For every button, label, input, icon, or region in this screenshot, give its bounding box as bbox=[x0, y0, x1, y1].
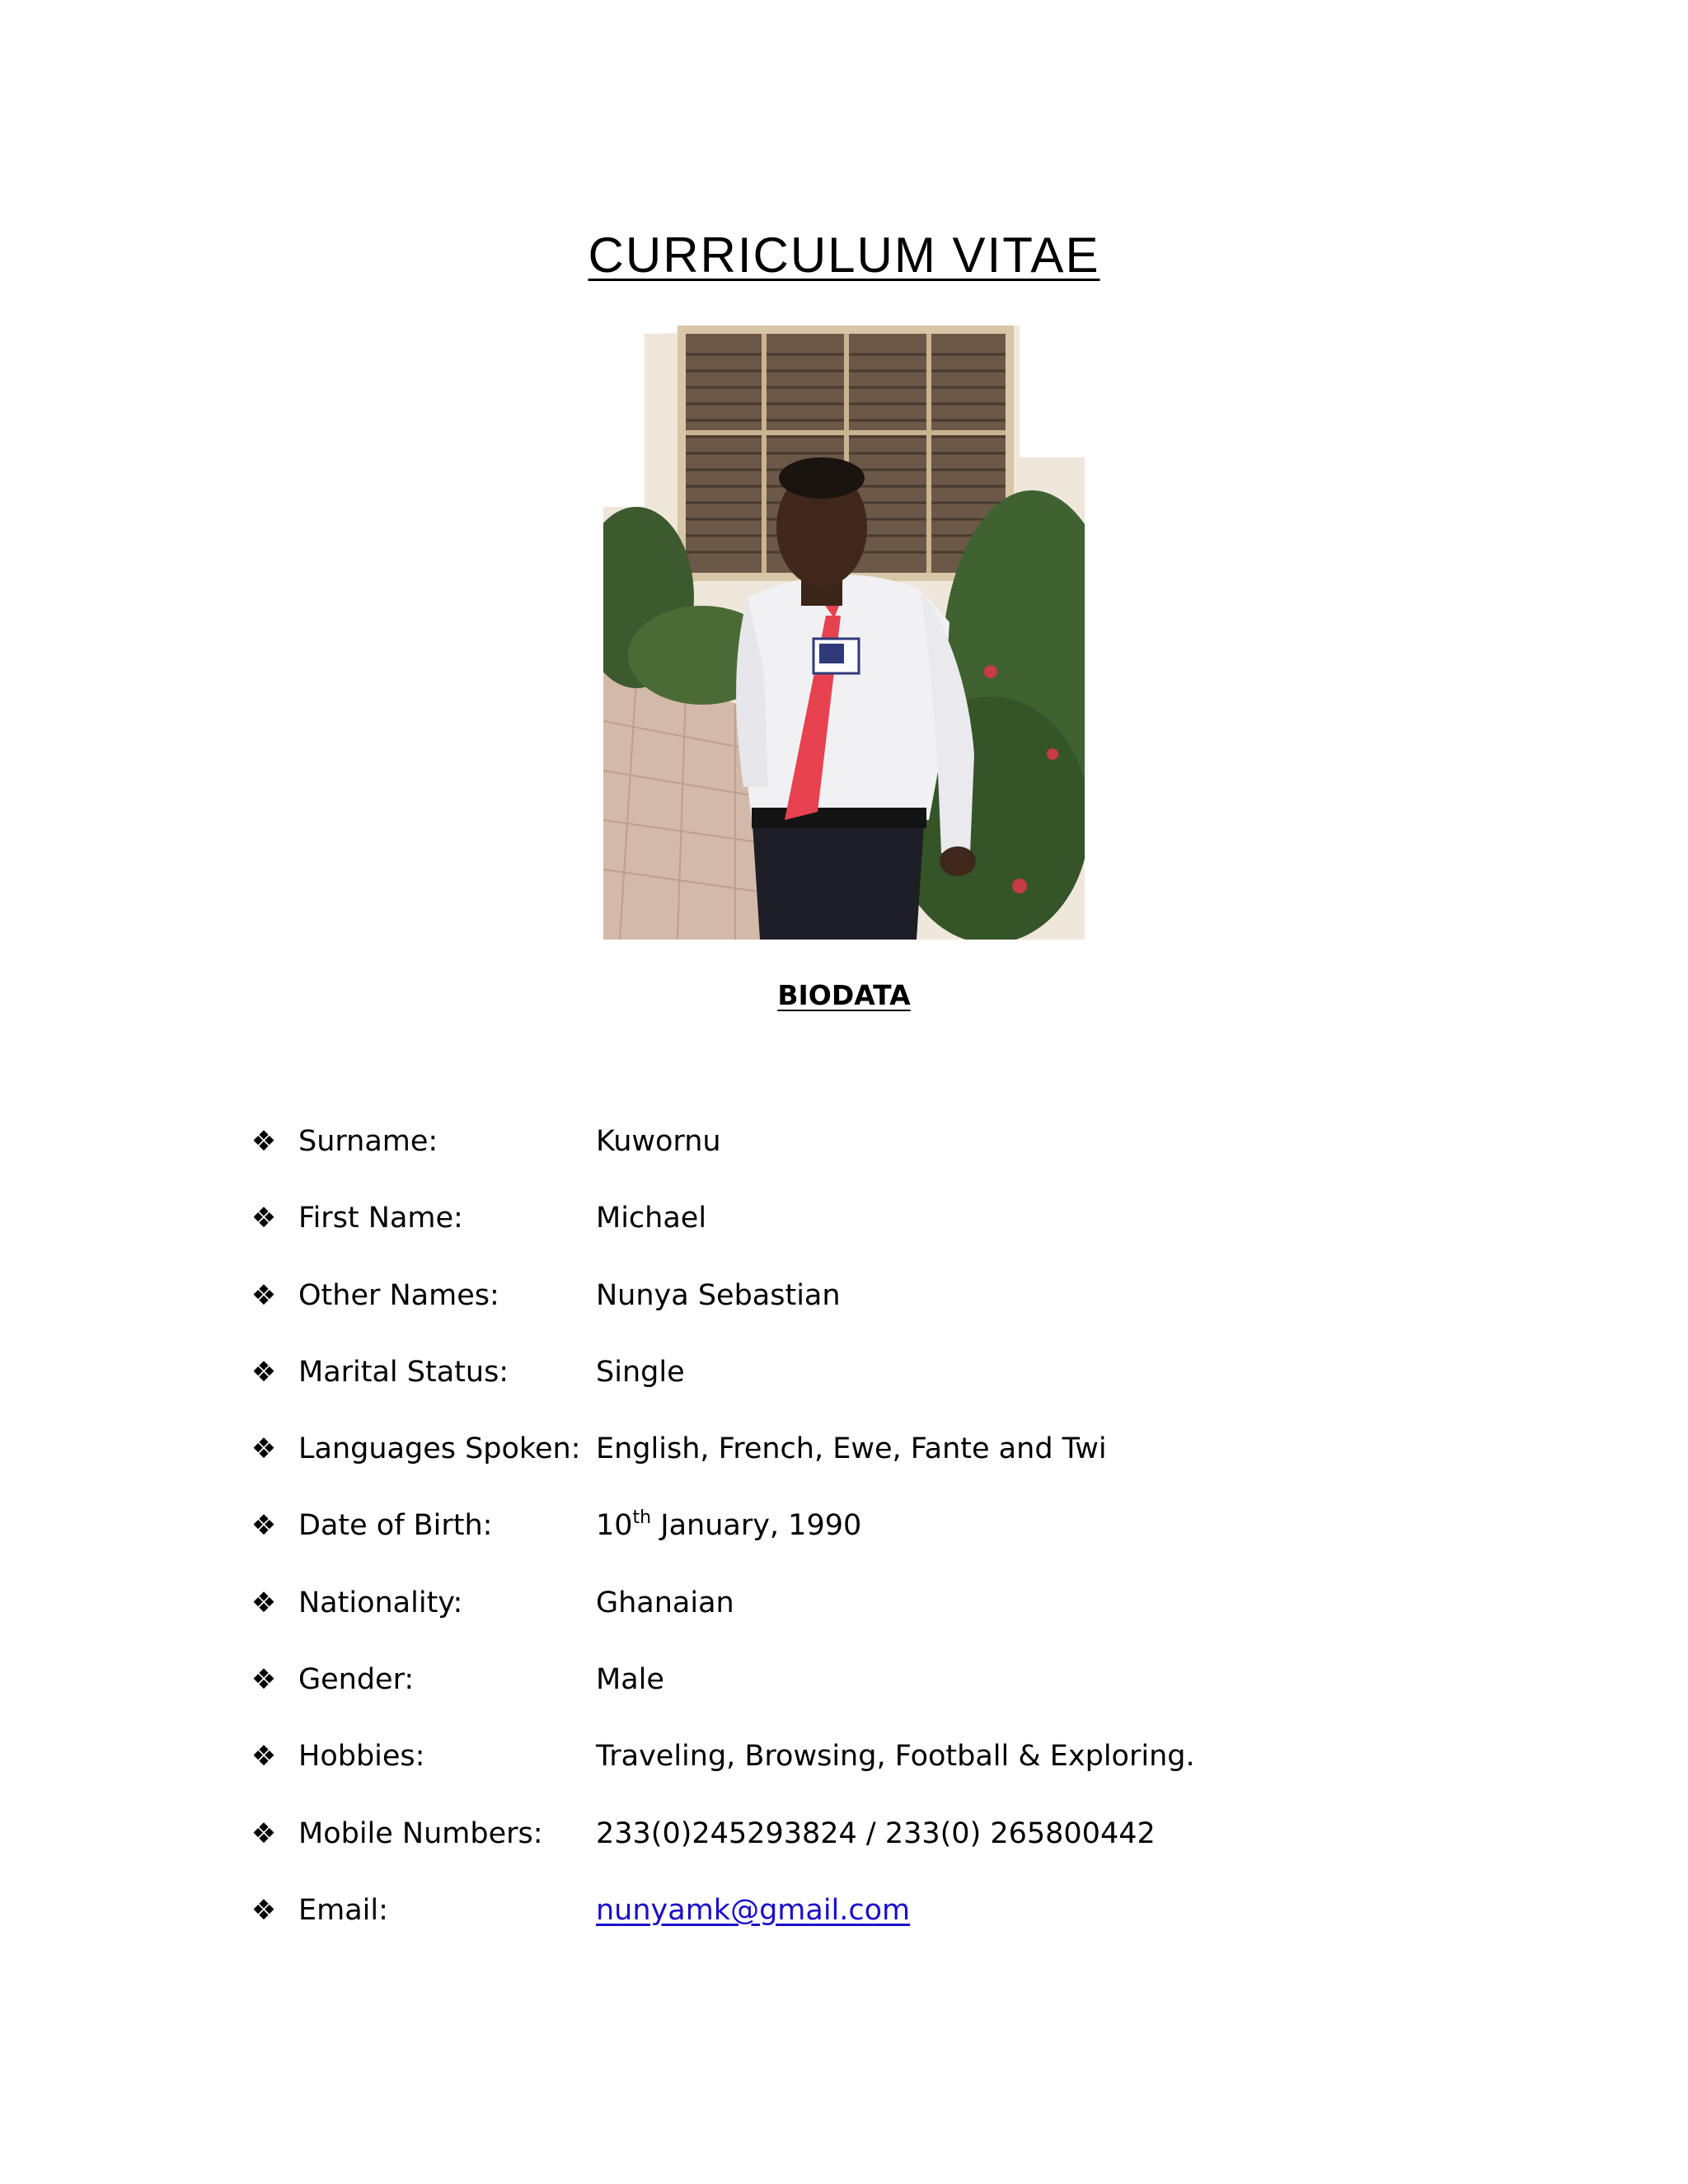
biodata-label: Mobile Numbers: bbox=[298, 1816, 543, 1850]
biodata-row-surname bbox=[247, 1117, 1566, 1193]
biodata-label: Other Names: bbox=[298, 1278, 499, 1312]
diamond-bullet-icon: ❖ bbox=[251, 1355, 277, 1389]
biodata-label: Email: bbox=[298, 1893, 388, 1927]
biodata-row-nationality bbox=[247, 1578, 1566, 1655]
diamond-bullet-icon: ❖ bbox=[251, 1432, 277, 1466]
dob-day: 10 bbox=[596, 1509, 633, 1543]
biodata-label: Nationality: bbox=[298, 1586, 463, 1619]
biodata-row-date-of-birth bbox=[247, 1501, 1566, 1577]
portrait-photo bbox=[603, 326, 1085, 940]
diamond-bullet-icon: ❖ bbox=[251, 1125, 277, 1158]
biodata-value: 233(0)245293824 / 233(0) 265800442 bbox=[596, 1816, 1156, 1850]
biodata-label: Hobbies: bbox=[298, 1740, 425, 1774]
diamond-bullet-icon: ❖ bbox=[251, 1816, 277, 1850]
diamond-bullet-icon: ❖ bbox=[251, 1663, 277, 1697]
diamond-bullet-icon: ❖ bbox=[251, 1278, 277, 1312]
biodata-value: Kuwornu bbox=[596, 1125, 721, 1158]
dob-month-year: January, 1990 bbox=[651, 1509, 862, 1543]
biodata-row-first-name bbox=[247, 1193, 1566, 1270]
biodata-value: Single bbox=[596, 1355, 685, 1389]
diamond-bullet-icon: ❖ bbox=[251, 1202, 277, 1235]
biodata-row-marital-status bbox=[247, 1347, 1566, 1424]
biodata-row-other-names bbox=[247, 1271, 1566, 1347]
diamond-bullet-icon: ❖ bbox=[251, 1509, 277, 1543]
section-heading bbox=[0, 975, 1688, 1016]
biodata-row-gender bbox=[247, 1655, 1566, 1732]
biodata-value: Ghanaian bbox=[596, 1586, 734, 1619]
biodata-value: Male bbox=[596, 1663, 664, 1697]
biodata-row-hobbies bbox=[247, 1732, 1566, 1808]
biodata-value: Nunya Sebastian bbox=[596, 1278, 841, 1312]
page-title-text: CURRICULUM VITAE bbox=[588, 227, 1100, 283]
email-link[interactable]: nunyamk@gmail.com bbox=[596, 1893, 911, 1927]
biodata-label: First Name: bbox=[298, 1202, 463, 1235]
biodata-row-languages bbox=[247, 1424, 1566, 1501]
biodata-value: Traveling, Browsing, Football & Exploring. bbox=[596, 1740, 1195, 1774]
biodata-label: Gender: bbox=[298, 1663, 415, 1697]
biodata-list bbox=[247, 1117, 1566, 1962]
biodata-value: Michael bbox=[596, 1202, 707, 1235]
page-title bbox=[0, 223, 1688, 288]
dob-ordinal-suffix: th bbox=[632, 1507, 652, 1529]
biodata-label: Surname: bbox=[298, 1125, 438, 1158]
biodata-label: Date of Birth: bbox=[298, 1509, 493, 1543]
biodata-value: English, French, Ewe, Fante and Twi bbox=[596, 1432, 1107, 1466]
biodata-value bbox=[596, 1501, 861, 1550]
biodata-label: Marital Status: bbox=[298, 1355, 509, 1389]
diamond-bullet-icon: ❖ bbox=[251, 1893, 277, 1927]
section-heading-text: BIODATA bbox=[777, 979, 911, 1011]
diamond-bullet-icon: ❖ bbox=[251, 1586, 277, 1619]
diamond-bullet-icon: ❖ bbox=[251, 1740, 277, 1774]
biodata-row-email bbox=[247, 1886, 1566, 1962]
biodata-row-mobile-numbers bbox=[247, 1809, 1566, 1886]
biodata-value bbox=[596, 1886, 910, 1935]
biodata-label: Languages Spoken: bbox=[298, 1432, 581, 1466]
